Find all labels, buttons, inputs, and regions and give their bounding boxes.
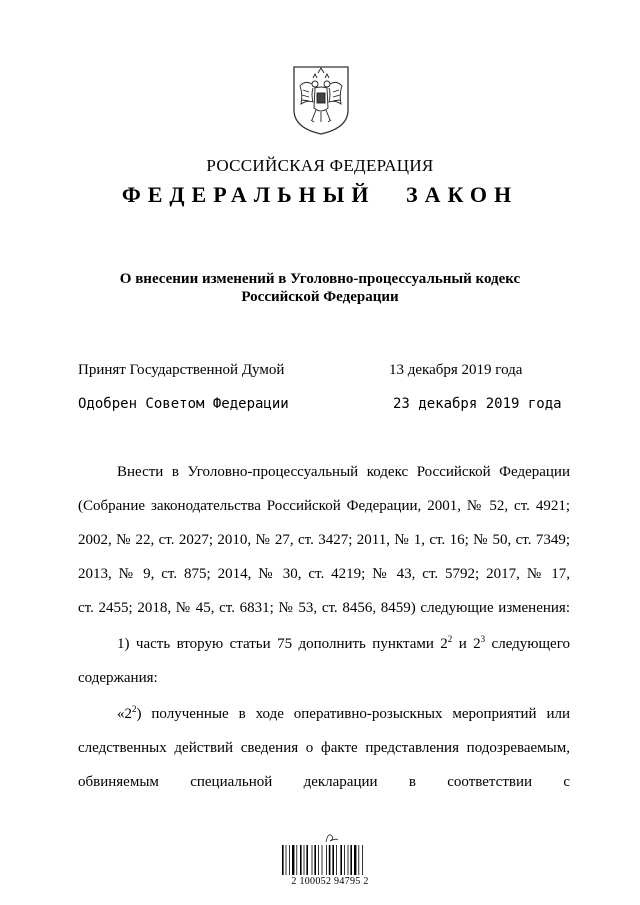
barcode-bar: [362, 845, 363, 875]
barcode-bar: [282, 845, 284, 875]
barcode-bar: [304, 845, 305, 875]
council-approval-date: 23 декабря 2019 года: [393, 396, 562, 412]
barcode-bar: [350, 845, 352, 875]
barcode-bar: [336, 845, 337, 875]
superscript: 2: [132, 704, 137, 714]
barcode-bar: [314, 845, 316, 875]
council-approval-label: Одобрен Советом Федерации: [78, 396, 289, 412]
barcode-bar: [348, 845, 349, 875]
barcode-bar: [292, 845, 294, 875]
barcode-bar: [329, 845, 331, 875]
text-run: ) полученные в ходе оперативно-розыскных мероприятий или: [136, 706, 570, 722]
body-text-line: ст. 2455; 2018, № 45, ст. 6831; № 53, ст. 8456, 8459) следующие изменения:: [78, 600, 570, 616]
law-title-line: Российской Федерации: [241, 289, 399, 305]
body-text-line: 2002, № 22, ст. 2027; 2010, № 27, ст. 3427; 2011, № 1, ст. 16; № 50, ст. 7349;: [78, 532, 570, 548]
body-text-line: (Собрание законодательства Российской Федерации, 2001, № 52, ст. 4921;: [78, 498, 570, 514]
signature-mark-icon: [280, 830, 380, 844]
superscript: 2: [447, 634, 453, 644]
body-text-line: Внести в Уголовно-процессуальный кодекс Российской Федерации: [117, 464, 570, 480]
barcode-bar: [286, 845, 287, 875]
barcode-bar: [318, 845, 319, 875]
text-run: 1) часть вторую статьи 75 дополнить пунктами 2: [117, 636, 448, 652]
barcode-bar: [312, 845, 313, 875]
body-text-line: содержания:: [78, 670, 158, 686]
barcode-bar: [306, 845, 308, 875]
barcode: [280, 845, 380, 877]
body-text-line: следственных действий сведения о факте представления подозреваемым,: [78, 740, 570, 756]
barcode-bar: [358, 845, 359, 875]
text-run: обвиняемым специальной декларации в соответствии с: [78, 774, 570, 790]
barcode-bar: [322, 845, 323, 875]
duma-adoption-label: Принят Государственной Думой: [78, 362, 285, 378]
law-title-line: О внесении изменений в Уголовно-процессуальный кодекс: [119, 271, 521, 287]
amendment-text-line: [117, 706, 570, 723]
text-run: «2: [117, 706, 132, 722]
body-text-line: 2013, № 9, ст. 875; 2014, № 30, ст. 4219; № 43, ст. 5792; 2017, № 17,: [78, 566, 570, 582]
country-heading: РОССИЙСКАЯ ФЕДЕРАЦИЯ: [206, 156, 434, 175]
barcode-number: 2 100052 94795 2: [291, 876, 369, 887]
amendment-item-line: [117, 636, 570, 653]
text-run: следующего: [485, 636, 570, 652]
barcode-bar: [296, 845, 297, 875]
barcode-bar: [300, 845, 302, 875]
body-text-line: [78, 774, 570, 791]
document-type-heading: ФЕДЕРАЛЬНЫЙ ЗАКОН: [121, 182, 519, 207]
duma-adoption-date: 13 декабря 2019 года: [389, 362, 523, 378]
text-run: и 2: [452, 636, 481, 652]
barcode-bar: [344, 845, 345, 875]
superscript: 3: [480, 634, 486, 644]
barcode-bar: [332, 845, 334, 875]
barcode-bar: [340, 845, 342, 875]
law-title: [60, 270, 580, 306]
barcode-bar: [326, 845, 327, 875]
barcode-bar: [289, 845, 290, 875]
barcode-bar: [354, 845, 356, 875]
coat-of-arms-emblem: [291, 64, 351, 136]
